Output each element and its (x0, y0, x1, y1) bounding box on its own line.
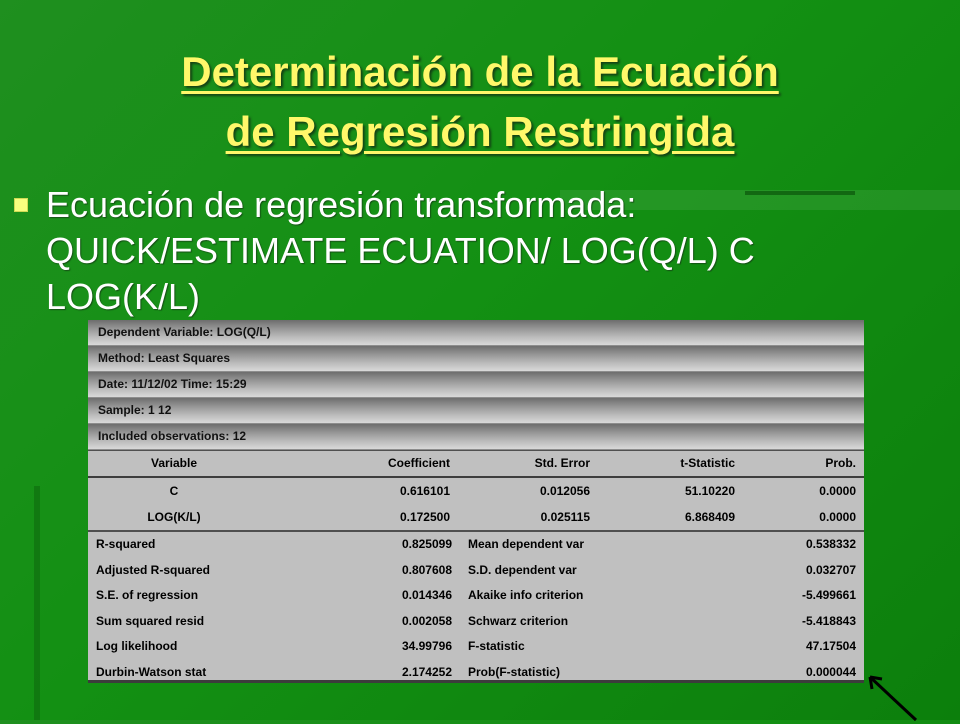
table-row (88, 558, 864, 584)
stat-label-right: S.D. dependent var (468, 562, 577, 577)
stat-value-left: 0.825099 (401, 537, 452, 551)
variable-cell: C (169, 484, 179, 498)
stat-label-right: Schwarz criterion (468, 613, 569, 628)
stat-value-right: 0.538332 (805, 537, 856, 551)
stat-value-left: 0.807608 (401, 562, 452, 577)
decorative-dark-strip (34, 486, 40, 720)
bullet-line-2: QUICK/ESTIMATE ECUATION/ LOG(Q/L) C (46, 230, 755, 271)
header-std-error: Std. Error (534, 456, 590, 470)
arrow-icon (862, 672, 920, 724)
title-line-2: de Regresión Restringida (225, 108, 735, 155)
header-coefficient: Coefficient (387, 456, 450, 470)
stat-value-left: 0.002058 (401, 613, 452, 628)
meta-dependent-variable: Dependent Variable: LOG(Q/L) (88, 320, 864, 346)
regression-output-table (88, 320, 864, 683)
coefficient-header-row (88, 450, 864, 478)
header-prob: Prob. (825, 456, 856, 470)
prob-cell: 0.0000 (819, 510, 856, 524)
stat-label-right: Akaike info criterion (468, 588, 584, 602)
stat-label-left: R-squared (96, 537, 156, 551)
coefficient-cell: 0.616101 (399, 484, 450, 498)
stat-label-left: Sum squared resid (96, 613, 205, 628)
stat-value-left: 0.014346 (401, 588, 452, 602)
bullet-line-1: Ecuación de regresión transformada: (46, 184, 637, 225)
stat-value-right: 0.032707 (805, 562, 856, 577)
header-t-statistic: t-Statistic (680, 456, 735, 470)
table-row (88, 583, 864, 609)
stat-label-left: Adjusted R-squared (96, 562, 211, 577)
title-line-1: Determinación de la Ecuación (181, 48, 779, 95)
coefficient-cell: 0.172500 (399, 510, 450, 524)
t-statistic-cell: 51.10220 (684, 484, 735, 498)
table-row (88, 660, 864, 684)
summary-statistics (88, 530, 864, 683)
std-error-cell: 0.012056 (539, 484, 590, 498)
stat-value-left: 34.99796 (401, 639, 452, 653)
square-bullet-icon (14, 198, 28, 212)
coefficient-rows (88, 478, 864, 530)
stat-value-right: -5.499661 (801, 588, 856, 602)
meta-date-time: Date: 11/12/02 Time: 15:29 (88, 372, 864, 398)
stat-value-left: 2.174252 (401, 664, 452, 679)
stat-value-right: 47.17504 (805, 639, 856, 653)
header-variable: Variable (150, 456, 198, 470)
bullet-line-3: LOG(K/L) (46, 276, 201, 317)
table-row (88, 478, 864, 504)
stat-label-left: Durbin-Watson stat (96, 664, 207, 679)
std-error-cell: 0.025115 (540, 510, 590, 524)
stat-label-right: Prob(F-statistic) (468, 664, 561, 679)
variable-cell: LOG(K/L) (147, 510, 201, 524)
stat-label-left: S.E. of regression (96, 588, 199, 602)
meta-method: Method: Least Squares (88, 346, 864, 372)
stat-value-right: -5.418843 (801, 613, 856, 628)
meta-sample: Sample: 1 12 (88, 398, 864, 424)
slide-title (0, 42, 960, 162)
stat-label-left: Log likelihood (96, 639, 178, 653)
t-statistic-cell: 6.868409 (684, 510, 735, 524)
equation-bullet (8, 182, 928, 320)
table-row (88, 504, 864, 530)
table-row (88, 634, 864, 660)
table-row (88, 609, 864, 635)
stat-value-right: 0.000044 (805, 664, 856, 679)
prob-cell: 0.0000 (819, 484, 856, 498)
stat-label-right: Mean dependent var (468, 537, 585, 551)
table-row (88, 532, 864, 558)
stat-label-right: F-statistic (468, 639, 525, 653)
meta-observations: Included observations: 12 (88, 424, 864, 450)
